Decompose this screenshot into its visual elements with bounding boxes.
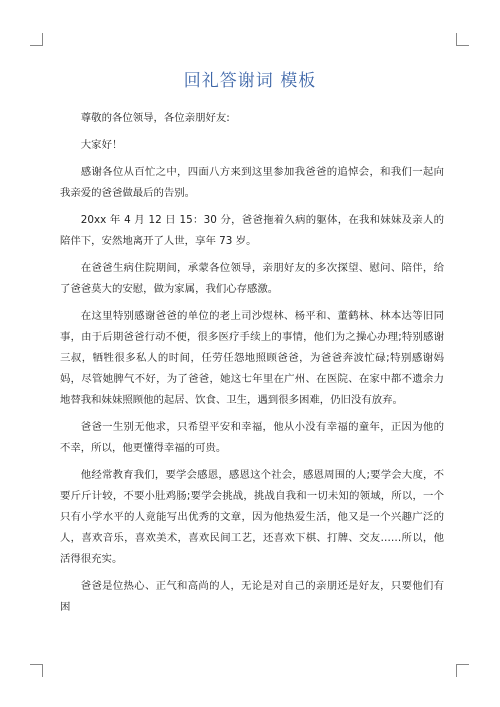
paragraph: 爸爸一生别无他求，只希望平安和幸福，他从小没有幸福的童年，正因为他的不幸，所以，他更懂得幸福的可贵。 (60, 421, 444, 454)
paragraph: 他经常教育我们，要学会感恩，感恩这个社会，感恩周围的人;要学会大度，不要斤斤计较，不要小肚鸡肠;要学会挑战，挑战自我和一切未知的领域，所以，一个只有小学水平的人竟能写出优秀的文章，因为他热爱生活，他又是一个兴趣广泛的人，喜欢音乐，喜欢美术，喜欢民间工艺，还喜欢下棋、打牌、交友……所以，他活得很充实。 (60, 469, 444, 565)
paragraph: 爸爸是位热心、正气和高尚的人，无论是对自己的亲朋还是好友，只要他们有困 (60, 580, 444, 613)
paragraph: 感谢各位从百忙之中，四面八方来到这里参加我爸爸的追悼会，和我们一起向我亲爱的爸爸做最后的告别。 (60, 166, 444, 199)
paragraph: 在这里特别感谢爸爸的单位的老上司沙煜林、杨平和、董鹤林、林本达等旧同事，由于后期爸爸行动不便，很多医疗手续上的事情，他们为之操心办理;特别感谢三叔，牺牲很多私人的时间，任劳任怨地照顾爸爸，为爸爸奔波忙碌;特别感谢妈妈，尽管她脾气不好，为了爸爸，她这七年里在广州、在医院、在家中都不遗余力地替我和妹妹照顾他的起居、饮食、卫生，遇到很多困难，仍旧没有放弃。 (60, 310, 444, 406)
paragraph: 20xx 年 4 月 12 日 15：30 分，爸爸拖着久病的躯体，在我和妹妹及亲人的陪伴下，安然地离开了人世，享年 73 岁。 (60, 214, 444, 247)
crop-mark-bottom-right (456, 664, 469, 677)
document-body (60, 108, 444, 624)
crop-mark-bottom-left (30, 664, 43, 677)
document-title: 回礼答谢词 模板 (183, 71, 317, 91)
greeting: 大家好！ (80, 139, 123, 151)
crop-mark-top-left (30, 33, 43, 46)
salutation: 尊敬的各位领导，各位亲朋好友: (80, 112, 230, 124)
crop-mark-top-right (456, 33, 469, 46)
paragraph: 在爸爸生病住院期间，承蒙各位领导，亲朋好友的多次探望、慰问、陪伴，给了爸爸莫大的安慰，做为家属，我们心存感激。 (60, 262, 444, 295)
